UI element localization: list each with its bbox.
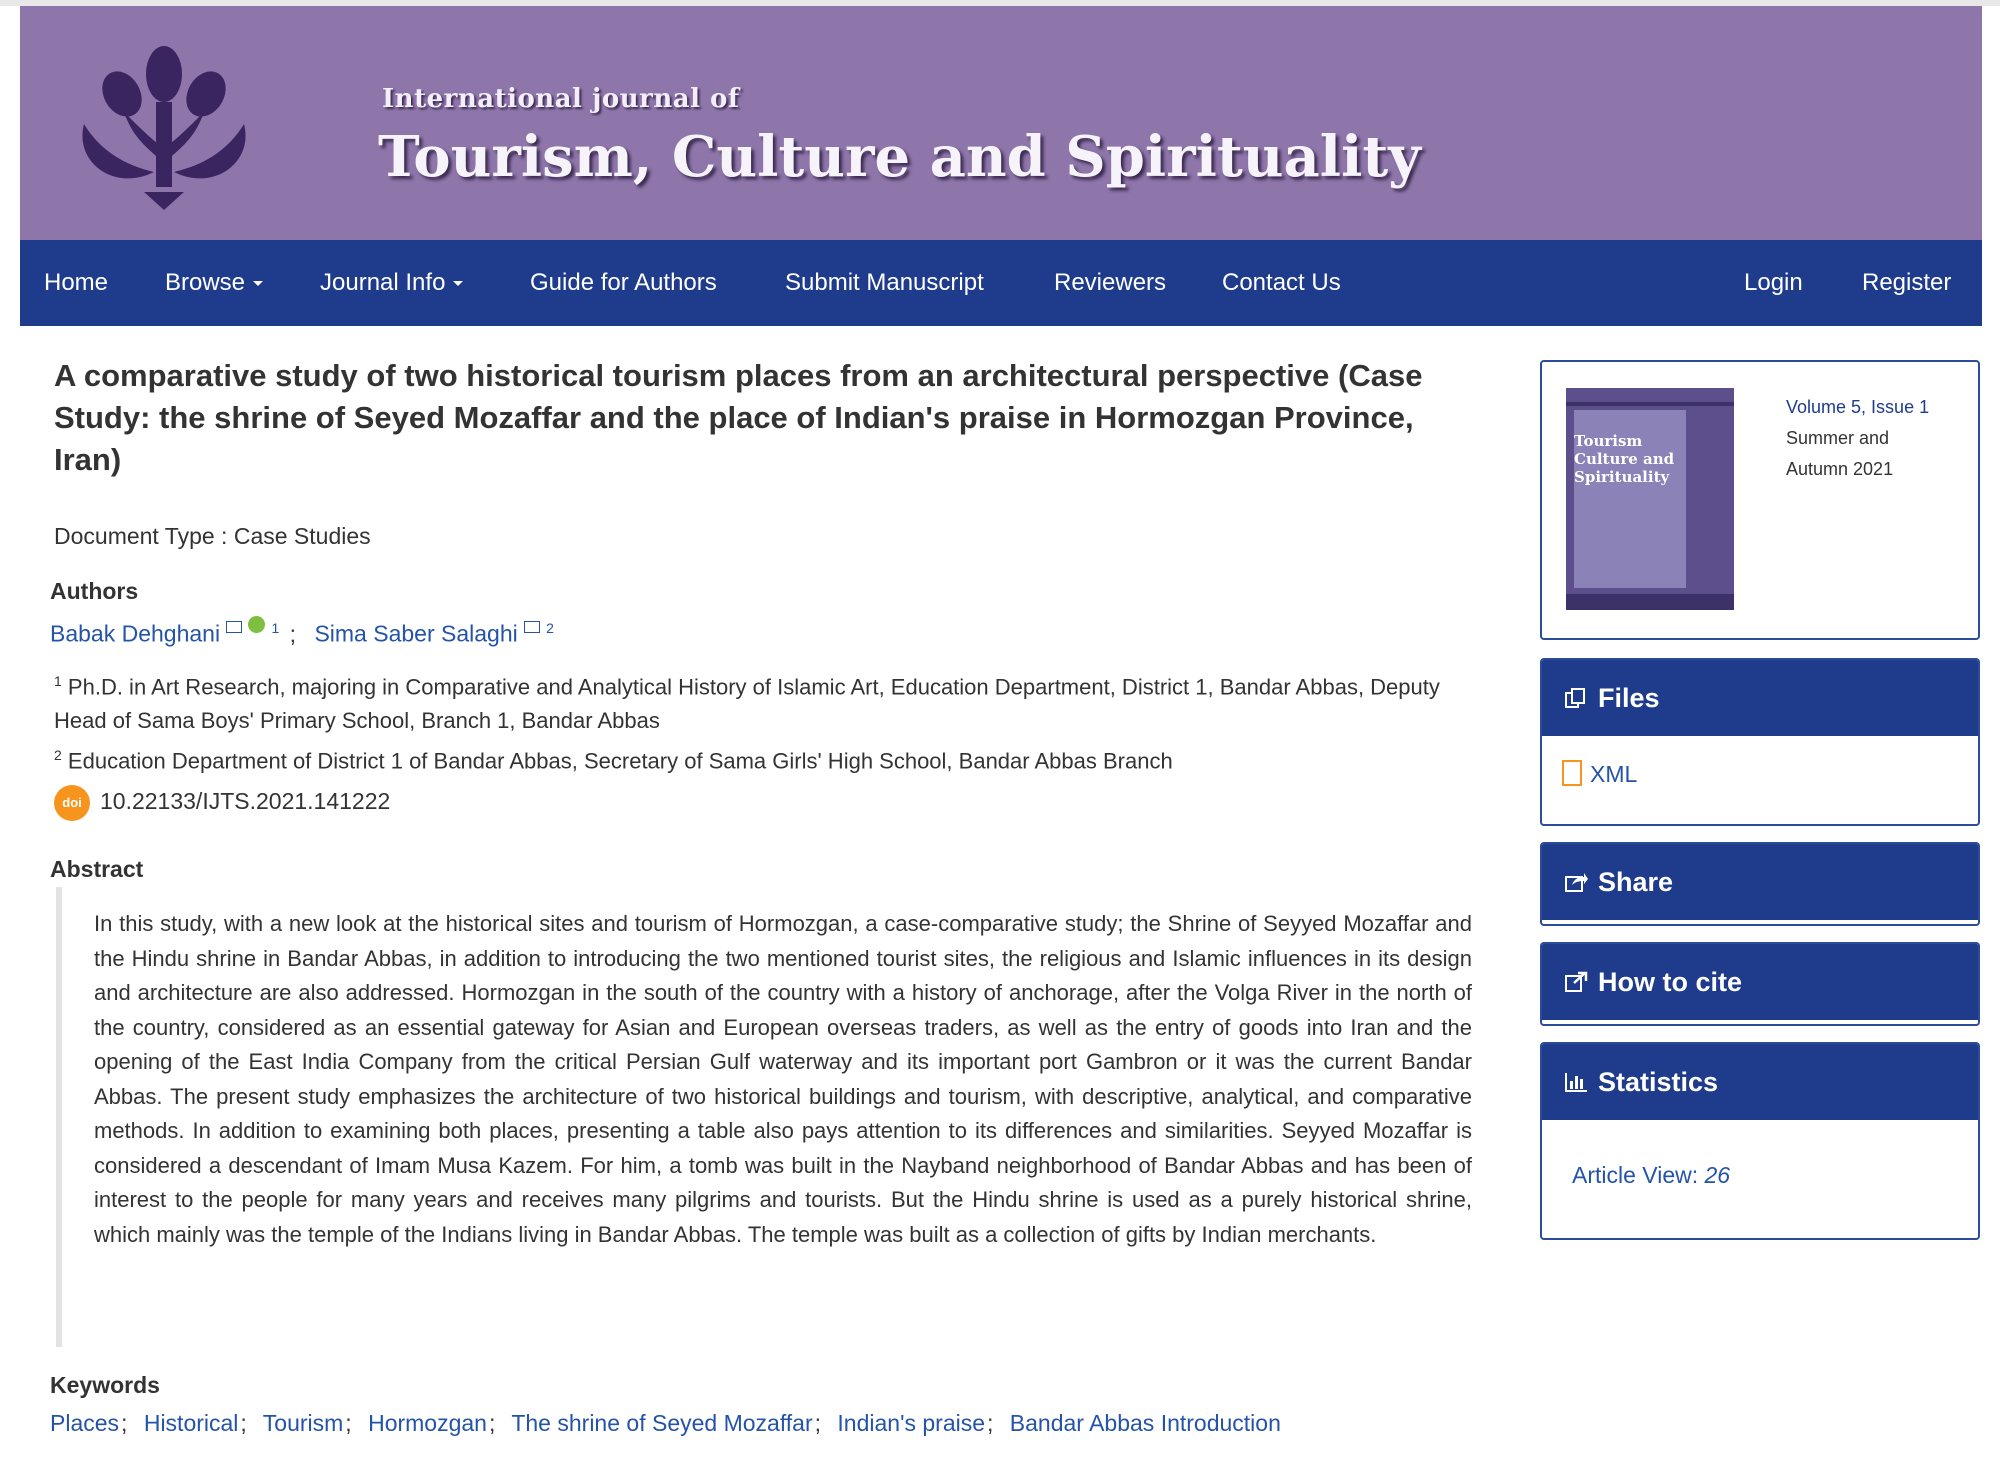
- bar-chart-icon: [1564, 1071, 1588, 1093]
- nav-submit-label: Submit Manuscript: [785, 269, 984, 296]
- views-label: Article View:: [1572, 1162, 1699, 1188]
- issue-cover-box: [1540, 360, 1980, 640]
- keyword-separator: ;: [488, 1410, 496, 1436]
- caret-down-icon: [253, 281, 263, 286]
- nav-guide-for-authors[interactable]: [530, 240, 717, 326]
- keyword-link[interactable]: Hormozgan: [368, 1410, 487, 1436]
- keyword-separator: ;: [345, 1410, 352, 1436]
- authors-heading: Authors: [50, 578, 139, 604]
- statistics-panel-header[interactable]: [1542, 1044, 1978, 1120]
- keyword-link[interactable]: Places: [50, 1410, 120, 1436]
- affiliation-2: [54, 738, 1474, 778]
- keyword-link[interactable]: The shrine of Seyed Mozaffar: [511, 1410, 813, 1436]
- nav-home[interactable]: [44, 240, 108, 326]
- external-link-icon: [1564, 971, 1588, 993]
- nav-home-label: Home: [44, 269, 109, 296]
- files-icon: [1564, 687, 1588, 709]
- affiliation-text: Education Department of District 1 of Bandar Abbas, Secretary of Sama Girls' High School, Bandar Abbas Branch: [67, 748, 1173, 774]
- share-heading: Share: [1598, 867, 1674, 897]
- nav-journal-info[interactable]: [320, 240, 463, 326]
- abstract-heading: Abstract: [50, 856, 144, 882]
- cite-panel: [1540, 942, 1980, 1026]
- main-navbar: [20, 240, 1982, 326]
- issue-season: Summer and: [1786, 428, 1890, 448]
- journal-logo-icon[interactable]: [64, 42, 264, 217]
- share-panel: [1540, 842, 1980, 926]
- keyword-separator: ;: [121, 1410, 128, 1436]
- nav-submit-manuscript[interactable]: [785, 240, 984, 326]
- document-type: Document Type : Case Studies: [54, 523, 371, 549]
- keyword-separator: ;: [987, 1410, 994, 1436]
- keyword-link[interactable]: Historical: [143, 1410, 239, 1436]
- article-title: A comparative study of two historical tourism places from an architectural perspective (Case Study: the shrine of Seyed Mozaffar and the place of Indian's praise in Hormozgan Province, Iran): [54, 358, 1423, 477]
- nav-register-label: Register: [1862, 269, 1952, 296]
- journal-banner: [20, 6, 1982, 240]
- mail-icon[interactable]: [226, 621, 242, 633]
- volume-link[interactable]: Volume 5, Issue 1: [1786, 397, 1930, 417]
- nav-reviewers[interactable]: [1054, 240, 1166, 326]
- article-views: [1572, 1162, 1730, 1189]
- nav-login-label: Login: [1744, 269, 1803, 296]
- keywords-list: [50, 1410, 1281, 1437]
- author-affiliation-number: 2: [546, 620, 554, 636]
- cover-band: [1566, 402, 1734, 406]
- nav-journal-info-label: Journal Info: [320, 269, 446, 296]
- banner-pretitle: International journal of: [382, 84, 740, 114]
- author-separator: ;: [289, 620, 297, 647]
- keyword-separator: ;: [814, 1410, 822, 1436]
- author-link[interactable]: Babak Dehghani: [50, 620, 221, 647]
- author-affiliation-number: 1: [271, 620, 280, 636]
- nav-register[interactable]: [1862, 240, 1951, 326]
- cite-panel-header[interactable]: [1542, 944, 1978, 1020]
- nav-guide-label: Guide for Authors: [530, 269, 717, 296]
- abstract-block: [56, 887, 1482, 1347]
- cover-title-line: Spirituality: [1574, 468, 1670, 486]
- cover-title: [1574, 432, 1674, 486]
- author-link[interactable]: Sima Saber Salaghi: [314, 620, 518, 647]
- doi-line: [54, 785, 390, 821]
- share-panel-header[interactable]: [1542, 844, 1978, 920]
- caret-down-icon: [453, 281, 463, 286]
- keyword-separator: ;: [240, 1410, 247, 1436]
- nav-login[interactable]: [1744, 240, 1803, 326]
- keyword-link[interactable]: Bandar Abbas Introduction: [1009, 1410, 1281, 1436]
- statistics-heading: Statistics: [1598, 1067, 1719, 1097]
- nav-browse-label: Browse: [165, 269, 246, 296]
- cover-title-line: Culture and: [1574, 450, 1675, 468]
- xml-file-icon: [1562, 760, 1582, 786]
- page-frame: [20, 0, 1982, 1480]
- cover-title-line: Tourism: [1574, 432, 1643, 450]
- keywords-heading: Keywords: [50, 1372, 160, 1398]
- files-panel: [1540, 658, 1980, 826]
- statistics-panel: [1540, 1042, 1980, 1240]
- orcid-icon[interactable]: [248, 616, 265, 633]
- issue-info: [1786, 392, 1966, 485]
- journal-cover-image[interactable]: [1566, 388, 1734, 610]
- views-value: 26: [1704, 1162, 1731, 1188]
- files-panel-header[interactable]: [1542, 660, 1978, 736]
- nav-browse[interactable]: [165, 240, 263, 326]
- abstract-text: In this study, with a new look at the historical sites and tourism of Hormozgan, a case-comparative study; the Shrine of Seyyed Mozaffar and the Hindu shrine in Bandar Abbas, in addition to introducing the two mentioned tourist sites, the religious and Islamic influences in its design and architecture are also addressed. Hormozgan in the south of the country with a history of anchorage, after the Volga River in the north of the country, considered as an essential gateway for Asian and European overseas traders, as well as the entry of goods into Iran and the opening of the East India Company from the critical Persian Gulf waterway and its important port Gambron or it was the current Bandar Abbas. The present study emphasizes the architecture of two historical buildings and tourism, with descriptive, analytical, and comparative methods. In addition to examining both places, presenting a table also pays attention to its differences and similarities. Seyyed Mozaffar is considered a descendant of Imam Musa Kazem. For him, a tomb was built in the Nayband neighborhood of Bandar Abbas and has been of interest to the people for many years and receives many pilgrims and tourists. But the Hindu shrine is used as a purely historical shrine, which mainly was the temple of the Indians living in Bandar Abbas. The temple was built as a collection of gifts by Indian merchants.: [94, 911, 1472, 1247]
- mail-icon[interactable]: [524, 621, 540, 633]
- cover-bottom-band: [1566, 594, 1734, 610]
- nav-reviewers-label: Reviewers: [1054, 269, 1167, 296]
- xml-link[interactable]: [1562, 760, 1637, 788]
- banner-title: Tourism, Culture and Spirituality: [378, 124, 1421, 190]
- cite-heading: How to cite: [1598, 967, 1743, 997]
- affiliation-number: 2: [54, 747, 62, 763]
- affiliation-1: [54, 664, 1474, 738]
- nav-contact-label: Contact Us: [1222, 269, 1341, 296]
- affiliation-number: 1: [54, 673, 62, 689]
- nav-contact-us[interactable]: [1222, 240, 1341, 326]
- doi-link[interactable]: 10.22133/IJTS.2021.141222: [100, 788, 391, 815]
- authors-list: [50, 616, 554, 648]
- keyword-link[interactable]: Indian's praise: [837, 1410, 986, 1436]
- share-icon: [1564, 871, 1588, 893]
- issue-season: Autumn 2021: [1786, 459, 1894, 479]
- files-heading: Files: [1598, 683, 1660, 713]
- xml-label: XML: [1590, 761, 1638, 787]
- affiliation-text: Ph.D. in Art Research, majoring in Comparative and Analytical History of Islamic Art, Education Department, District 1, Bandar Abbas, Deputy Head of Sama Boys' Primary School, Branch 1, Bandar Abbas: [54, 674, 1440, 734]
- doi-icon: doi: [54, 785, 90, 821]
- keyword-link[interactable]: Tourism: [262, 1410, 344, 1436]
